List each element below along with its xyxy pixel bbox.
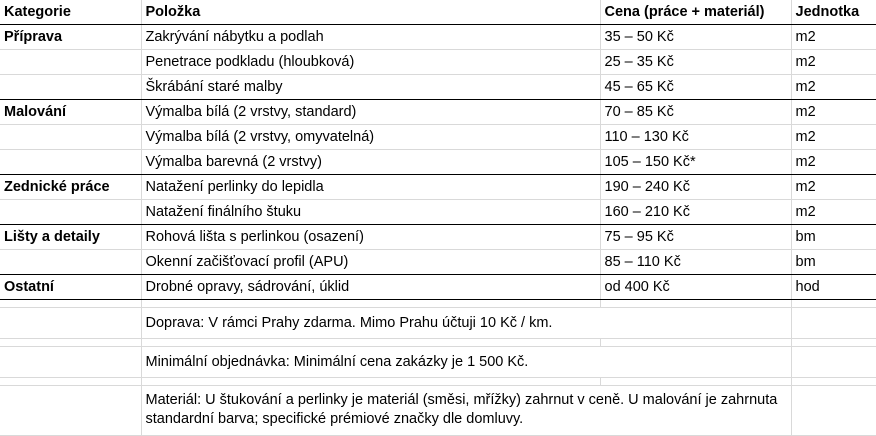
empty-cell[interactable] — [791, 308, 876, 339]
table-row — [0, 250, 876, 275]
table-row — [0, 125, 876, 150]
note-row-material — [0, 386, 876, 436]
table-row — [0, 275, 876, 300]
unit-cell[interactable]: m2 — [791, 50, 876, 75]
empty-cell[interactable] — [0, 339, 141, 347]
spacer-row — [0, 378, 876, 386]
item-cell[interactable]: Okenní začišťovací profil (APU) — [141, 250, 600, 275]
price-cell[interactable]: 70 – 85 Kč — [600, 100, 791, 125]
price-cell[interactable]: 105 – 150 Kč* — [600, 150, 791, 175]
empty-cell[interactable] — [0, 300, 141, 308]
item-cell[interactable]: Drobné opravy, sádrování, úklid — [141, 275, 600, 300]
empty-cell[interactable] — [600, 300, 791, 308]
unit-cell[interactable]: m2 — [791, 125, 876, 150]
category-cell[interactable] — [0, 250, 141, 275]
table-row — [0, 200, 876, 225]
price-cell[interactable]: 35 – 50 Kč — [600, 25, 791, 50]
unit-cell[interactable]: m2 — [791, 100, 876, 125]
category-cell[interactable] — [0, 75, 141, 100]
price-cell[interactable]: od 400 Kč — [600, 275, 791, 300]
empty-cell[interactable] — [600, 378, 791, 386]
empty-cell[interactable] — [791, 378, 876, 386]
unit-cell[interactable]: m2 — [791, 75, 876, 100]
header-row — [0, 0, 876, 25]
unit-cell[interactable]: m2 — [791, 175, 876, 200]
category-cell[interactable]: Ostatní — [0, 275, 141, 300]
item-cell[interactable]: Výmalba bílá (2 vrstvy, omyvatelná) — [141, 125, 600, 150]
unit-cell[interactable]: hod — [791, 275, 876, 300]
item-cell[interactable]: Škrábání staré malby — [141, 75, 600, 100]
unit-cell[interactable]: m2 — [791, 150, 876, 175]
category-cell[interactable] — [0, 200, 141, 225]
table-row — [0, 225, 876, 250]
category-cell[interactable]: Malování — [0, 100, 141, 125]
table-row — [0, 150, 876, 175]
category-cell[interactable] — [0, 50, 141, 75]
category-cell[interactable] — [0, 125, 141, 150]
empty-cell[interactable] — [791, 339, 876, 347]
empty-cell[interactable] — [0, 386, 141, 436]
item-cell[interactable]: Rohová lišta s perlinkou (osazení) — [141, 225, 600, 250]
header-category[interactable]: Kategorie — [0, 0, 141, 25]
price-cell[interactable]: 85 – 110 Kč — [600, 250, 791, 275]
price-cell[interactable]: 45 – 65 Kč — [600, 75, 791, 100]
table-row — [0, 75, 876, 100]
header-item[interactable]: Položka — [141, 0, 600, 25]
unit-cell[interactable]: bm — [791, 225, 876, 250]
item-cell[interactable]: Natažení perlinky do lepidla — [141, 175, 600, 200]
category-cell[interactable]: Příprava — [0, 25, 141, 50]
spacer-row — [0, 339, 876, 347]
note-minimum[interactable]: Minimální objednávka: Minimální cena zakázky je 1 500 Kč. — [141, 347, 791, 378]
empty-cell[interactable] — [141, 300, 600, 308]
item-cell[interactable]: Výmalba bílá (2 vrstvy, standard) — [141, 100, 600, 125]
empty-cell[interactable] — [0, 347, 141, 378]
category-cell[interactable] — [0, 150, 141, 175]
table-row — [0, 175, 876, 200]
header-unit[interactable]: Jednotka — [791, 0, 876, 25]
header-price[interactable]: Cena (práce + materiál) — [600, 0, 791, 25]
item-cell[interactable]: Výmalba barevná (2 vrstvy) — [141, 150, 600, 175]
price-cell[interactable]: 75 – 95 Kč — [600, 225, 791, 250]
item-cell[interactable]: Zakrývání nábytku a podlah — [141, 25, 600, 50]
empty-cell[interactable] — [0, 308, 141, 339]
note-transport[interactable]: Doprava: V rámci Prahy zdarma. Mimo Prahu účtuji 10 Kč / km. — [141, 308, 791, 339]
category-cell[interactable]: Zednické práce — [0, 175, 141, 200]
spacer-row — [0, 300, 876, 308]
table-row — [0, 50, 876, 75]
price-cell[interactable]: 110 – 130 Kč — [600, 125, 791, 150]
table-row — [0, 25, 876, 50]
empty-cell[interactable] — [141, 339, 600, 347]
empty-cell[interactable] — [141, 378, 600, 386]
unit-cell[interactable]: m2 — [791, 25, 876, 50]
note-material[interactable]: Materiál: U štukování a perlinky je materiál (směsi, mřížky) zahrnut v ceně. U malování je zahrnuta standardní barva; specifické prémiové značky dle domluvy. — [141, 386, 791, 436]
unit-cell[interactable]: bm — [791, 250, 876, 275]
price-cell[interactable]: 190 – 240 Kč — [600, 175, 791, 200]
note-row-transport — [0, 308, 876, 339]
empty-cell[interactable] — [600, 339, 791, 347]
price-cell[interactable]: 25 – 35 Kč — [600, 50, 791, 75]
unit-cell[interactable]: m2 — [791, 200, 876, 225]
empty-cell[interactable] — [791, 300, 876, 308]
item-cell[interactable]: Penetrace podkladu (hloubková) — [141, 50, 600, 75]
price-cell[interactable]: 160 – 210 Kč — [600, 200, 791, 225]
empty-cell[interactable] — [791, 386, 876, 436]
empty-cell[interactable] — [0, 378, 141, 386]
empty-cell[interactable] — [791, 347, 876, 378]
table-row — [0, 100, 876, 125]
note-row-minimum — [0, 347, 876, 378]
item-cell[interactable]: Natažení finálního štuku — [141, 200, 600, 225]
category-cell[interactable]: Lišty a detaily — [0, 225, 141, 250]
